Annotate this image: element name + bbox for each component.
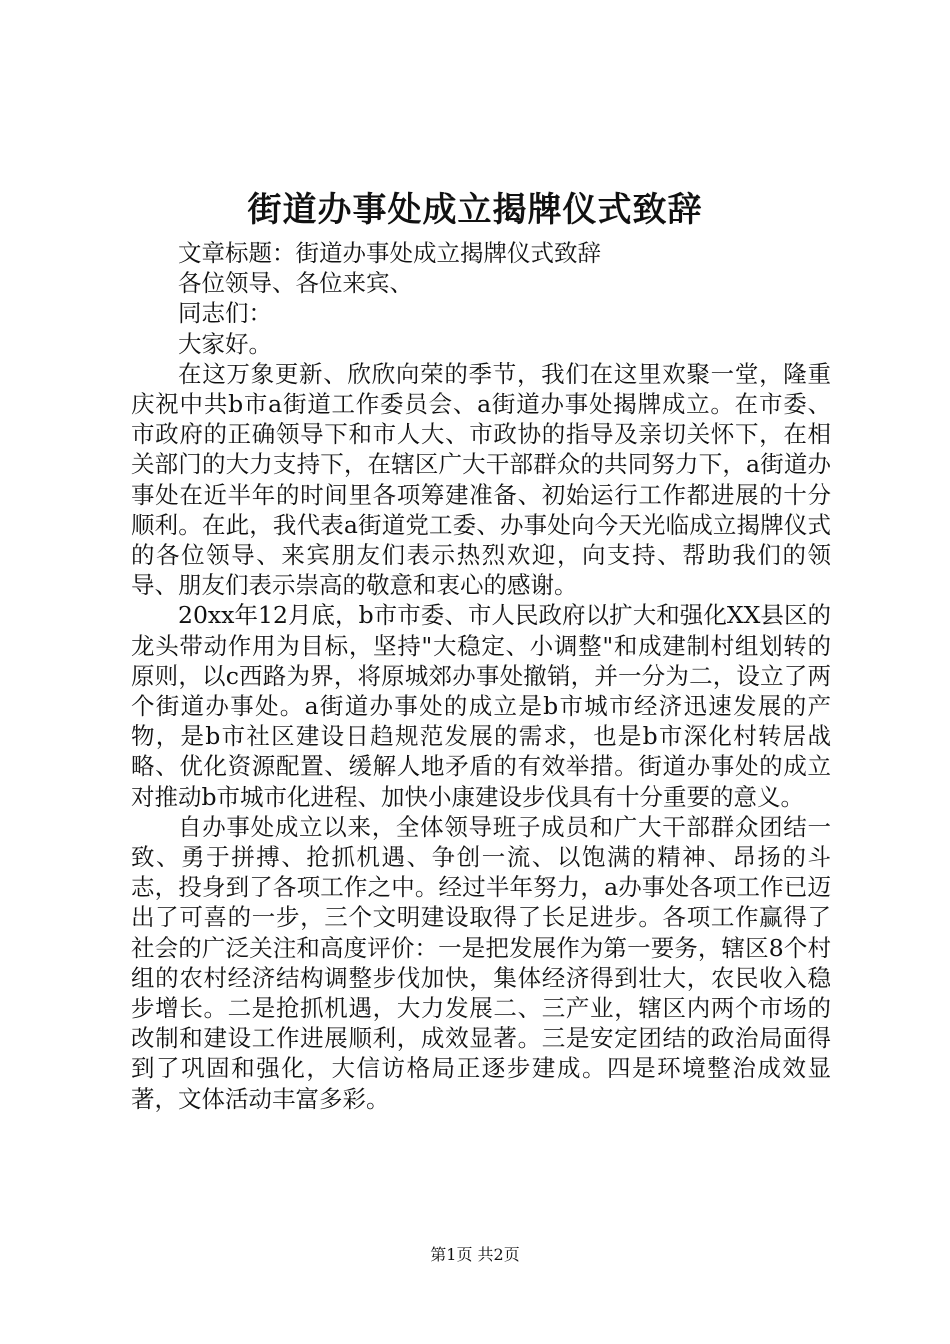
salutation-line: 各位领导、各位来宾、 xyxy=(178,269,413,298)
salutation-line: 同志们： xyxy=(178,299,272,328)
article-title-line: 文章标题：街道办事处成立揭牌仪式致辞 xyxy=(178,239,601,267)
page-indicator: 第1页 共2页 xyxy=(430,1245,520,1264)
document-title: 街道办事处成立揭牌仪式致辞 xyxy=(247,190,703,230)
body-paragraph: 在这万象更新、欣欣向荣的季节，我们在这里欢聚一堂，隆重庆祝中共b市a街道工作委员会、a街道办事处揭牌成立。在市委、市政府的正确领导下和市人大、市政协的指导及亲切关怀下，在相关部门的大力支持下，在辖区广大干部群众的共同努力下，a街道办事处在近半年的时间里各项筹建准备、初始运行工作都进展的十分顺利。在此，我代表a街道党工委、办事处向今天光临成立揭牌仪式的各位领导、来宾朋友们表示热烈欢迎，向支持、帮助我们的领导、朋友们表示崇高的敬意和衷心的感谢。 xyxy=(131,359,831,600)
body-paragraph: 自办事处成立以来，全体领导班子成员和广大干部群众团结一致、勇于拼搏、抢抓机遇、争创一流、以饱满的精神、昂扬的斗志，投身到了各项工作之中。经过半年努力，a办事处各项工作已迈出了可喜的一步，三个文明建设取得了长足进步。各项工作赢得了社会的广泛关注和高度评价：一是把发展作为第一要务，辖区8个村组的农村经济结构调整步伐加快，集体经济得到壮大，农民收入稳步增长。二是抢抓机遇，大力发展二、三产业，辖区内两个市场的改制和建设工作进展顺利，成效显著。三是安定团结的政治局面得到了巩固和强化，大信访格局正逐步建成。四是环境整治成效显著，文体活动丰富多彩。 xyxy=(131,812,831,1113)
page-footer xyxy=(0,1244,950,1266)
body-paragraph: 20xx年12月底，b市市委、市人民政府以扩大和强化XX县区的龙头带动作用为目标，坚持"大稳定、小调整"和成建制村组划转的原则，以c西路为界，将原城郊办事处撤销，并一分为二，设立了两个街道办事处。a街道办事处的成立是b市城市经济迅速发展的产物，是b市社区建设日趋规范发展的需求，也是b市深化村转居战略、优化资源配置、缓解人地矛盾的有效举措。街道办事处的成立对推动b市城市化进程、加快小康建设步伐具有十分重要的意义。 xyxy=(131,601,831,811)
greeting-line: 大家好。 xyxy=(178,329,272,358)
document-body xyxy=(131,238,831,1114)
